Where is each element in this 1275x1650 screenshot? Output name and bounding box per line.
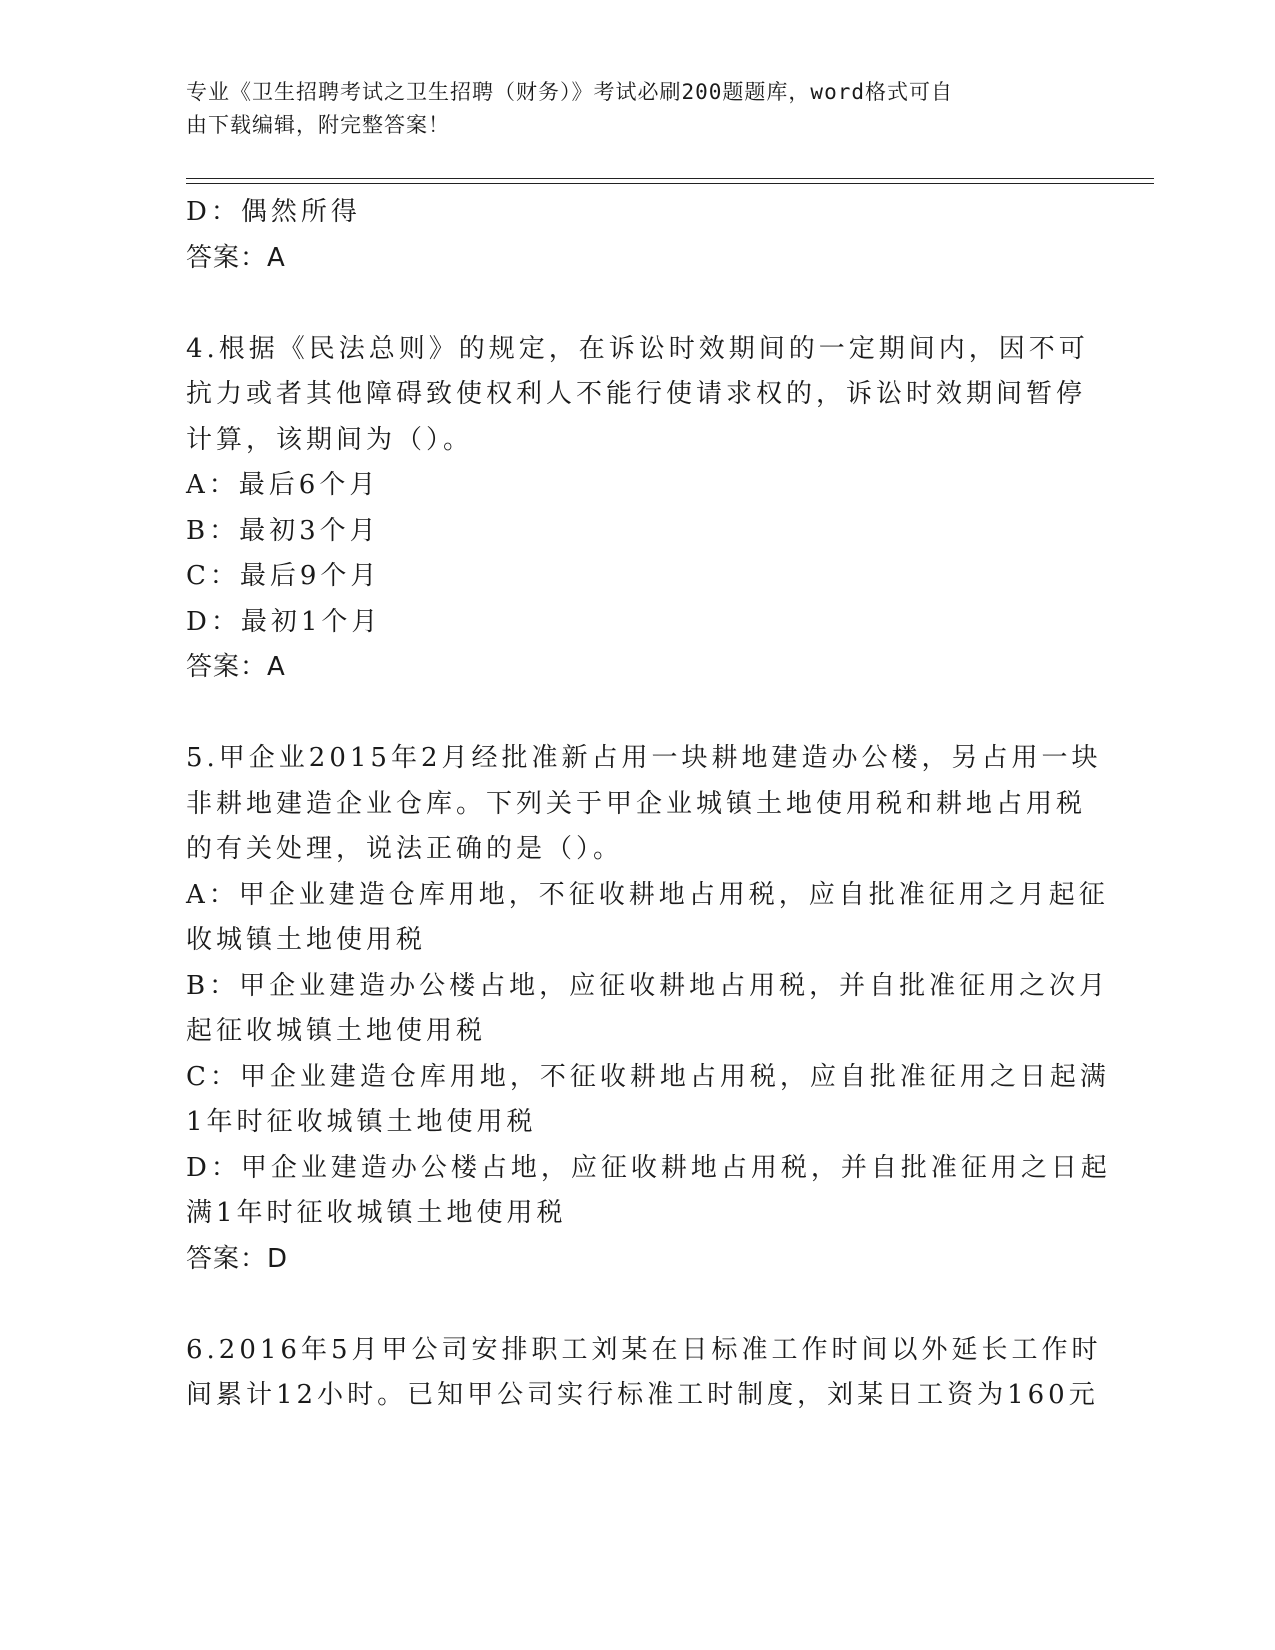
text-line: 抗力或者其他障碍致使权利人不能行使请求权的，诉讼时效期间暂停 [186, 379, 1087, 409]
text-line: D：甲企业建造办公楼占地，应征收耕地占用税，并自批准征用之日起 [186, 1152, 1111, 1183]
header-rule-bottom [186, 183, 1154, 184]
header-line-1: 专业《卫生招聘考试之卫生招聘（财务）》考试必刷200题题库，word格式可自 [186, 80, 953, 104]
text-line: 间累计12小时。已知甲公司实行标准工时制度，刘某日工资为160元 [186, 1380, 1099, 1410]
text-line: 非耕地建造企业仓库。下列关于甲企业城镇土地使用税和耕地占用税 [186, 788, 1087, 819]
header-rule-top [186, 178, 1154, 179]
text-line: B：甲企业建造办公楼占地，应征收耕地占用税，并自批准征用之次月 [186, 970, 1110, 1001]
text-line: C：甲企业建造仓库用地，不征收耕地占用税，应自批准征用之日起满 [186, 1061, 1110, 1092]
text-line: 6.2016年5月甲公司安排职工刘某在日标准工作时间以外延长工作时 [186, 1334, 1102, 1365]
text-line: 1年时征收城镇土地使用税 [186, 1107, 537, 1137]
text-line: 满1年时征收城镇土地使用税 [186, 1198, 567, 1228]
header-line-2: 由下载编辑，附完整答案！ [186, 113, 450, 137]
text-line: 5.甲企业2015年2月经批准新占用一块耕地建造办公楼，另占用一块 [186, 743, 1102, 773]
text-line: A：最后6个月 [186, 470, 380, 500]
text-line: 收城镇土地使用税 [186, 925, 427, 955]
text-line: D：偶然所得 [186, 197, 361, 227]
block-spacer [186, 691, 1086, 737]
block-spacer [186, 281, 1086, 327]
text-line: D：最初1个月 [186, 606, 382, 637]
text-line: 起征收城镇土地使用税 [186, 1016, 487, 1046]
text-line: 的有关处理，说法正确的是（）。 [186, 834, 624, 864]
text-line: 4.根据《民法总则》的规定，在诉讼时效期间的一定期间内，因不可 [186, 333, 1089, 364]
text-line: A：甲企业建造仓库用地，不征收耕地占用税，应自批准征用之月起征 [186, 879, 1109, 910]
answer-line: 答案：A [186, 242, 286, 273]
document-body [186, 190, 1111, 1419]
text-line: 计算，该期间为（）。 [186, 424, 474, 455]
page-header [186, 76, 1066, 142]
answer-line: 答案：A [186, 652, 286, 682]
text-line: B：最初3个月 [186, 515, 380, 546]
text-line: C：最后9个月 [186, 561, 381, 591]
block-spacer [186, 1282, 1086, 1328]
answer-line: 答案：D [186, 1243, 289, 1274]
